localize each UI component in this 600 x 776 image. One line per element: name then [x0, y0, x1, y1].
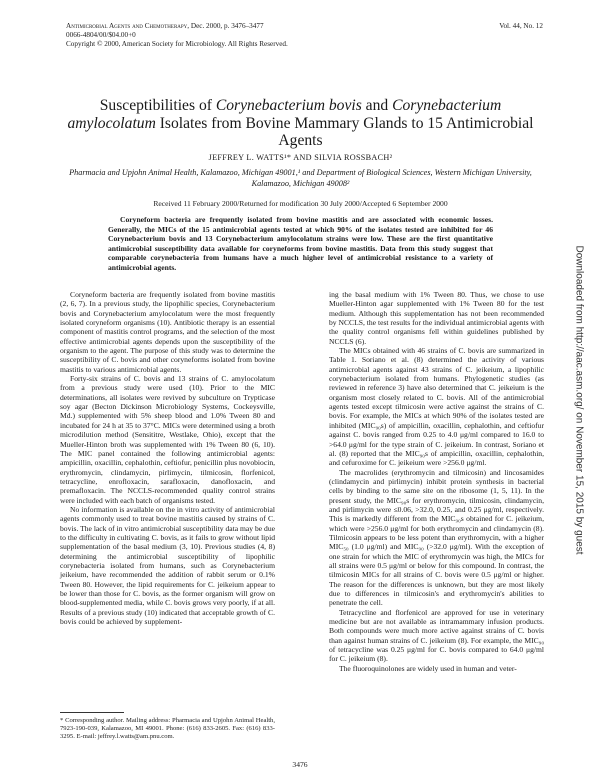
issn-line: 0066-4804/00/$04.00+0 — [66, 31, 136, 40]
title-part-3: Isolates from Bovine Mammary Glands to 15 Antimicrobial Agents — [155, 114, 534, 150]
issue-date-pages: , Dec. 2000, p. 3476–3477 — [187, 22, 264, 30]
body-paragraph: ing the basal medium with 1% Tween 80. Thus, we chose to use Mueller-Hinton agar supplemented with 1% Tween 80 for the test medium. Although this supplementation has not been recommended by NCCLS, the test results for the individual antimicrobial agents with the quality control organisms fell within guidelines published by NCCLS (6). — [329, 290, 544, 346]
title-part-2: and — [361, 97, 393, 114]
body-paragraph: Coryneform bacteria are frequently isolated from bovine mastitis (2, 6, 7). In a previous study, the lipophilic species, Corynebacterium bovis and Corynebacterium amylocolatum were the most frequently isolated coryneform organisms (10). Antibiotic therapy is an essential component of mastitis control programs, and the selection of the most effective antimicrobial agents depends upon the susceptibility of the organism to the agent. The purpose of this study was to determine the susceptibility of C. bovis and other coryneforms isolated from bovine mastitis to various antimicrobial agents. — [60, 290, 275, 374]
title-species-1: Corynebacterium bovis — [215, 97, 362, 114]
body-column-left — [60, 290, 275, 626]
abstract: Coryneform bacteria are frequently isolated from bovine mastitis and are associated with economic losses. Generally, the MICs of the 15 antimicrobial agents tested at which 90% of the isolates tested are inhibited for 46 Corynebacterium bovis and 13 Corynebacterium amylocolatum strains were low. These are the first quantitative antimicrobial susceptibility data available for coryneforms from bovine mastitis. Data from this study suggest that comparable corynebacteria from humans have a much higher level of antimicrobial resistance to a variety of antimicrobial agents. — [108, 215, 493, 272]
page-number: 3476 — [292, 760, 308, 769]
article-title — [60, 97, 541, 150]
volume-issue: Vol. 44, No. 12 — [499, 22, 543, 30]
footnote-divider — [60, 712, 124, 713]
running-header — [66, 22, 288, 50]
received-dates: Received 11 February 2000/Returned for modification 30 July 2000/Accepted 6 September 2000 — [153, 199, 448, 208]
body-paragraph: No information is available on the in vitro activity of antimicrobial agents commonly used to treat bovine mastitis caused by strains of C. bovis. The lack of in vitro antimicrobial susceptibility data may be due to the difficulty in cultivating C. bovis, as it fails to grow without lipid supplementation of the basal medium (3, 10). Previous studies (4, 8) determining the antimicrobial susceptibility of lipophilic corynebacteria isolated from humans, such as Corynebacterium jeikeium, have recommended the addition of rabbit serum or 0.1% Tween 80. However, the lipid requirements for C. jeikeium appear to be lower than those for C. bovis, as the former organism will grow on blood-supplemented media, while C. bovis grows very poorly, if at all. Results of a previous study (10) indicated that acceptable growth of C. bovis could be achieved by supplement- — [60, 504, 275, 627]
download-watermark-text: Downloaded from http://aac.asm.org/ on November 15, 2015 by guest — [573, 245, 585, 555]
author-affiliations: Pharmacia and Upjohn Animal Health, Kalamazoo, Michigan 49001,¹ and Department of Biological Sciences, Western Michigan University, Kalamazoo, Michigan 49008² — [69, 168, 532, 188]
author-list: JEFFREY L. WATTS¹* AND SILVIA ROSSBACH² — [208, 153, 393, 162]
body-paragraph: The MICs obtained with 46 strains of C. bovis are summarized in Table 1. Soriano et al. (8) determined the activity of various antimicrobial agents against 43 strains of C. jeikeium, a lipophilic corynebacterium isolated from humans. Phylogenetic studies (as reviewed in reference 3) have also determined that C. jeikeium is the organism most closely related to C. bovis. All of the antimicrobial agents tested except tilmicosin were active against the strains of C. bovis. For example, the MICs at which 90% of the isolates tested are inhibited (MIC₉₀s) of ampicillin, oxacillin, cephalothin, and ceftiofur against C. bovis ranged from 0.25 to 4.0 μg/ml compared to 16.0 to >64.0 μg/ml for the type strain of C. jeikeium. In contrast, Soriano et al. (8) reported that the MIC₉₀s of ampicillin, oxacillin, cephalothin, and cefuroxime for C. jeikeium were >256.0 μg/ml. — [329, 346, 544, 468]
title-part-1: Susceptibilities of — [99, 97, 216, 114]
body-paragraph: Forty-six strains of C. bovis and 13 strains of C. amylocolatum from a previous study were used (10). Prior to the MIC determinations, all isolates were revived by subculture on Trypticase soy agar (Becton Dickinson Microbiology Systems, Cockeysville, Md.) supplemented with 5% sheep blood and 1.0% Tween 80 and incubated for 24 h at 35 to 37°C. MICs were determined using a broth microdilution method (Sensititre, Westlake, Ohio), except that the Mueller-Hinton broth was supplemented with 1% Tween 80 (6, 10). The MIC panel contained the following antimicrobial agents: ampicillin, oxacillin, cephalothin, ceftiofur, penicillin plus novobiocin, erythromycin, clindamycin, pirlimycin, tilmicosin, florfenicol, tetracycline, enrofloxacin, sarafloxacin, danofloxacin, and premafloxacin. The NCCLS-recommended quality control strains were included with each batch of organisms tested. — [60, 374, 276, 505]
body-column-right — [329, 290, 544, 673]
download-watermark — [572, 180, 586, 620]
title-species-2: Corynebacterium amylocolatum — [67, 97, 502, 132]
journal-name: Antimicrobial Agents and Chemotherapy — [66, 22, 188, 30]
body-paragraph: Tetracycline and florfenicol are approved for use in veterinary medicine but are not available as intramammary infusion products. Both compounds were much more active against strains of C. bovis than against human strains of C. jeikeium (8). For example, the MIC₉₀ of tetracycline was 0.25 μg/ml for C. bovis compared to 64.0 μg/ml for C. jeikeium (8). — [329, 607, 544, 664]
body-paragraph: The fluoroquinolones are widely used in human and veter- — [339, 663, 517, 673]
corresponding-author-footnote: * Corresponding author. Mailing address: Pharmacia and Upjohn Animal Health, 7923-190-039, Kalamazoo, MI 49001. Phone: (616) 833-2605. Fax: (616) 833-3295. E-mail: jeffrey.l.watts@am.pnu.com. — [60, 717, 275, 741]
copyright-line: Copyright © 2000, American Society for Microbiology. All Rights Reserved. — [66, 40, 288, 49]
body-paragraph: The macrolides (erythromycin and tilmicosin) and lincosamides (clindamycin and pirlimycin) inhibit protein synthesis in bacterial cells by binding to the same site on the ribosome (1, 5, 11). In the present study, the MIC₉₀s for erythromycin, tilmicosin, clindamycin, and pirlimycin were ≤0.06, >32.0, 0.25, and 0.25 μg/ml, respectively. This is markedly different from the MIC₉₀s obtained for C. jeikeium, which were >256.0 μg/ml for both erythromycin and clindamycin (8). Tilmicosin appears to be less potent than erythromycin, with a higher MIC₅₀ (1.0 μg/ml) and MIC₉₀ (>32.0 μg/ml). With the exception of one strain for which the MIC of erythromycin was high, the MICs for all strains were 0.5 μg/ml or below for this compound. In contrast, the tilmicosin MICs for all strains of C. bovis were 0.5 μg/ml or higher. The reason for the differences is unknown, but they are most likely due to differences in tilmicosin's and erythromycin's abilities to penetrate the cell. — [329, 467, 544, 608]
